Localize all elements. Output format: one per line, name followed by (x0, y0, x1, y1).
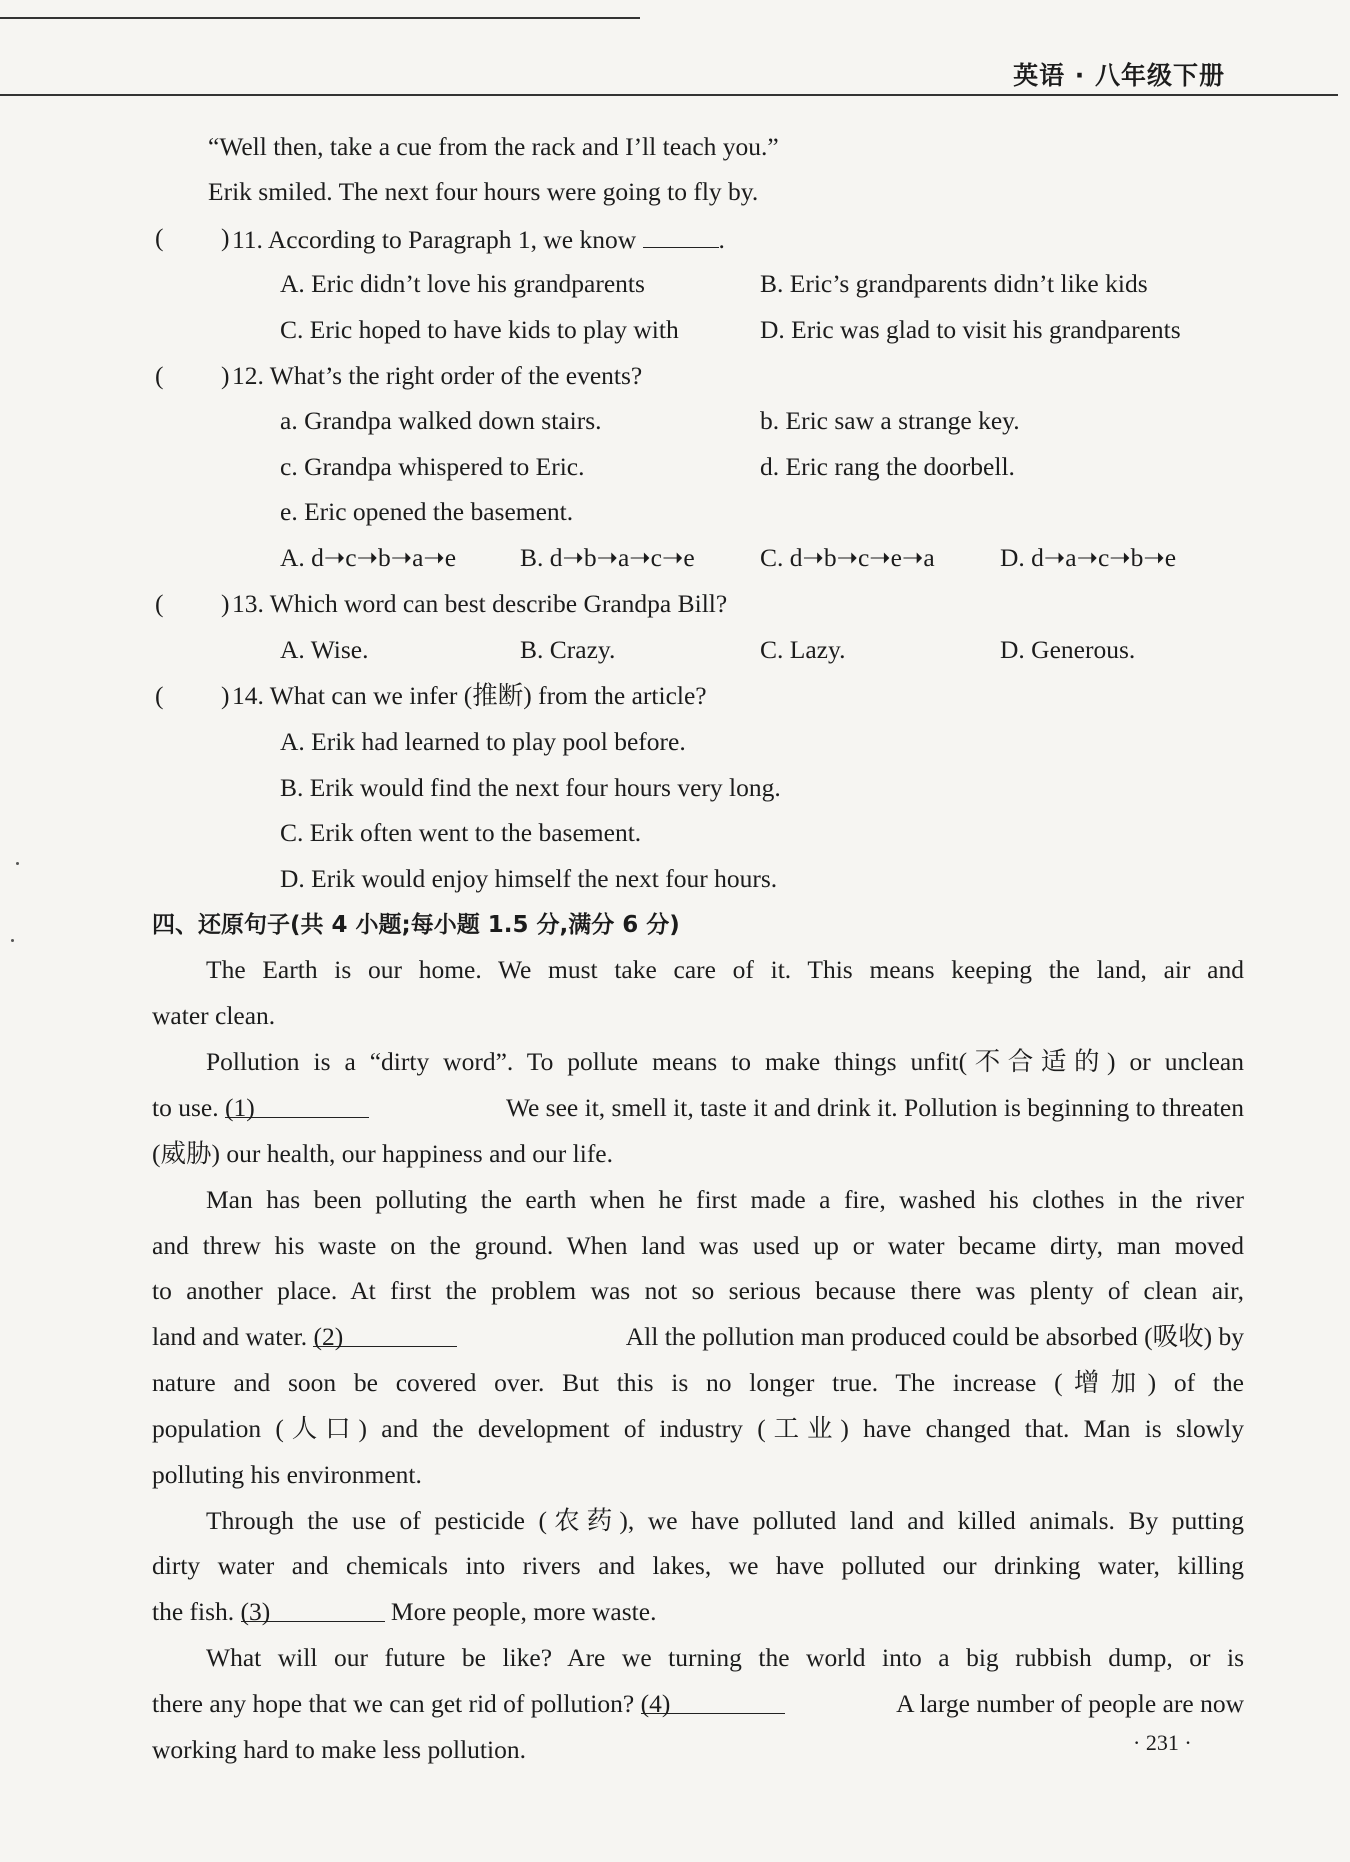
paragraph-line: there any hope that we can get rid of pollution? (4) A large number of people are now (152, 1689, 1244, 1718)
paragraph-line: dirty water and chemicals into rivers and lakes, we have polluted our drinking water, killing (152, 1551, 1244, 1580)
blank-4[interactable]: (4) (641, 1687, 785, 1714)
section-title: 四、还原句子(共 4 小题;每小题 1.5 分,满分 6 分) (152, 912, 680, 938)
top-rule (0, 17, 640, 19)
option: D. Generous. (1000, 635, 1136, 664)
answer-bracket-open: ( (155, 589, 164, 618)
scan-speck (16, 862, 19, 865)
paragraph-line: population (人口) and the development of industry (工业) have changed that. Man is slowly (152, 1414, 1244, 1443)
header-rule (0, 94, 1338, 96)
scan-speck (11, 939, 14, 942)
event: c. Grandpa whispered to Eric. (280, 452, 585, 481)
option: C. Eric hoped to have kids to play with (280, 315, 679, 344)
question-14-stem: 14. What can we infer (推断) from the article? (232, 681, 707, 710)
option: B. Eric’s grandparents didn’t like kids (760, 269, 1148, 298)
option: D. d➝a➝c➝b➝e (1000, 543, 1177, 572)
paragraph-line: the fish. (3) More people, more waste. (152, 1597, 657, 1626)
answer-bracket-open: ( (155, 361, 164, 390)
option: C. d➝b➝c➝e➝a (760, 543, 935, 572)
option: A. Eric didn’t love his grandparents (280, 269, 645, 298)
paragraph-line: polluting his environment. (152, 1460, 422, 1489)
paragraph-line: What will our future be like? Are we turning the world into a big rubbish dump, or is (206, 1643, 1244, 1672)
option: A. Wise. (280, 635, 369, 664)
paragraph-line: The Earth is our home. We must take care of it. This means keeping the land, air and (206, 955, 1244, 984)
answer-bracket-close: ) (221, 223, 230, 252)
answer-bracket-close: ) (221, 681, 230, 710)
paragraph-line: Man has been polluting the earth when he first made a fire, washed his clothes in the river (206, 1185, 1244, 1214)
event: b. Eric saw a strange key. (760, 406, 1020, 435)
blank-2[interactable]: (2) (313, 1320, 457, 1347)
blank-3[interactable]: (3) (241, 1595, 385, 1622)
blank-1[interactable]: (1) (225, 1091, 369, 1118)
paragraph-line: water clean. (152, 1001, 276, 1030)
story-line: Erik smiled. The next four hours were going to fly by. (208, 177, 759, 206)
question-11-stem: 11. According to Paragraph 1, we know . (232, 221, 725, 257)
paragraph-line: to use. (1) We see it, smell it, taste it and drink it. Pollution is beginning to threaten (152, 1093, 1244, 1122)
event: d. Eric rang the doorbell. (760, 452, 1015, 481)
paragraph-line: (威胁) our health, our happiness and our life. (152, 1139, 614, 1168)
running-header: 英语 · 八年级下册 (1013, 61, 1225, 90)
answer-bracket-open: ( (155, 223, 164, 252)
option: B. Crazy. (520, 635, 616, 664)
question-13-stem: 13. Which word can best describe Grandpa Bill? (232, 589, 728, 618)
option: C. Erik often went to the basement. (280, 818, 642, 847)
answer-blank (643, 221, 719, 248)
paragraph-line: and threw his waste on the ground. When land was used up or water became dirty, man moved (152, 1231, 1244, 1260)
page-number: · 231 · (1133, 1730, 1192, 1755)
paragraph-line: Pollution is a “dirty word”. To pollute means to make things unfit(不合适的) or unclean (206, 1047, 1244, 1076)
option: B. d➝b➝a➝c➝e (520, 543, 695, 572)
option: C. Lazy. (760, 635, 846, 664)
paragraph-line: to another place. At first the problem was not so serious because there was plenty of clean air, (152, 1276, 1244, 1305)
paragraph-line: land and water. (2) All the pollution man produced could be absorbed (吸收) by (152, 1322, 1244, 1351)
option: A. Erik had learned to play pool before. (280, 727, 686, 756)
option: D. Erik would enjoy himself the next four hours. (280, 864, 778, 893)
option: A. d➝c➝b➝a➝e (280, 543, 457, 572)
paragraph-line: nature and soon be covered over. But this is no longer true. The increase (增加) of the (152, 1368, 1244, 1397)
paragraph-line: Through the use of pesticide (农药), we have polluted land and killed animals. By putting (206, 1506, 1244, 1535)
answer-bracket-open: ( (155, 681, 164, 710)
option: D. Eric was glad to visit his grandparents (760, 315, 1181, 344)
option: B. Erik would find the next four hours very long. (280, 773, 781, 802)
answer-bracket-close: ) (221, 361, 230, 390)
paragraph-line: working hard to make less pollution. (152, 1735, 526, 1764)
event: a. Grandpa walked down stairs. (280, 406, 602, 435)
story-line: “Well then, take a cue from the rack and I’ll teach you.” (208, 132, 779, 161)
question-12-stem: 12. What’s the right order of the events? (232, 361, 643, 390)
answer-bracket-close: ) (221, 589, 230, 618)
event: e. Eric opened the basement. (280, 497, 574, 526)
